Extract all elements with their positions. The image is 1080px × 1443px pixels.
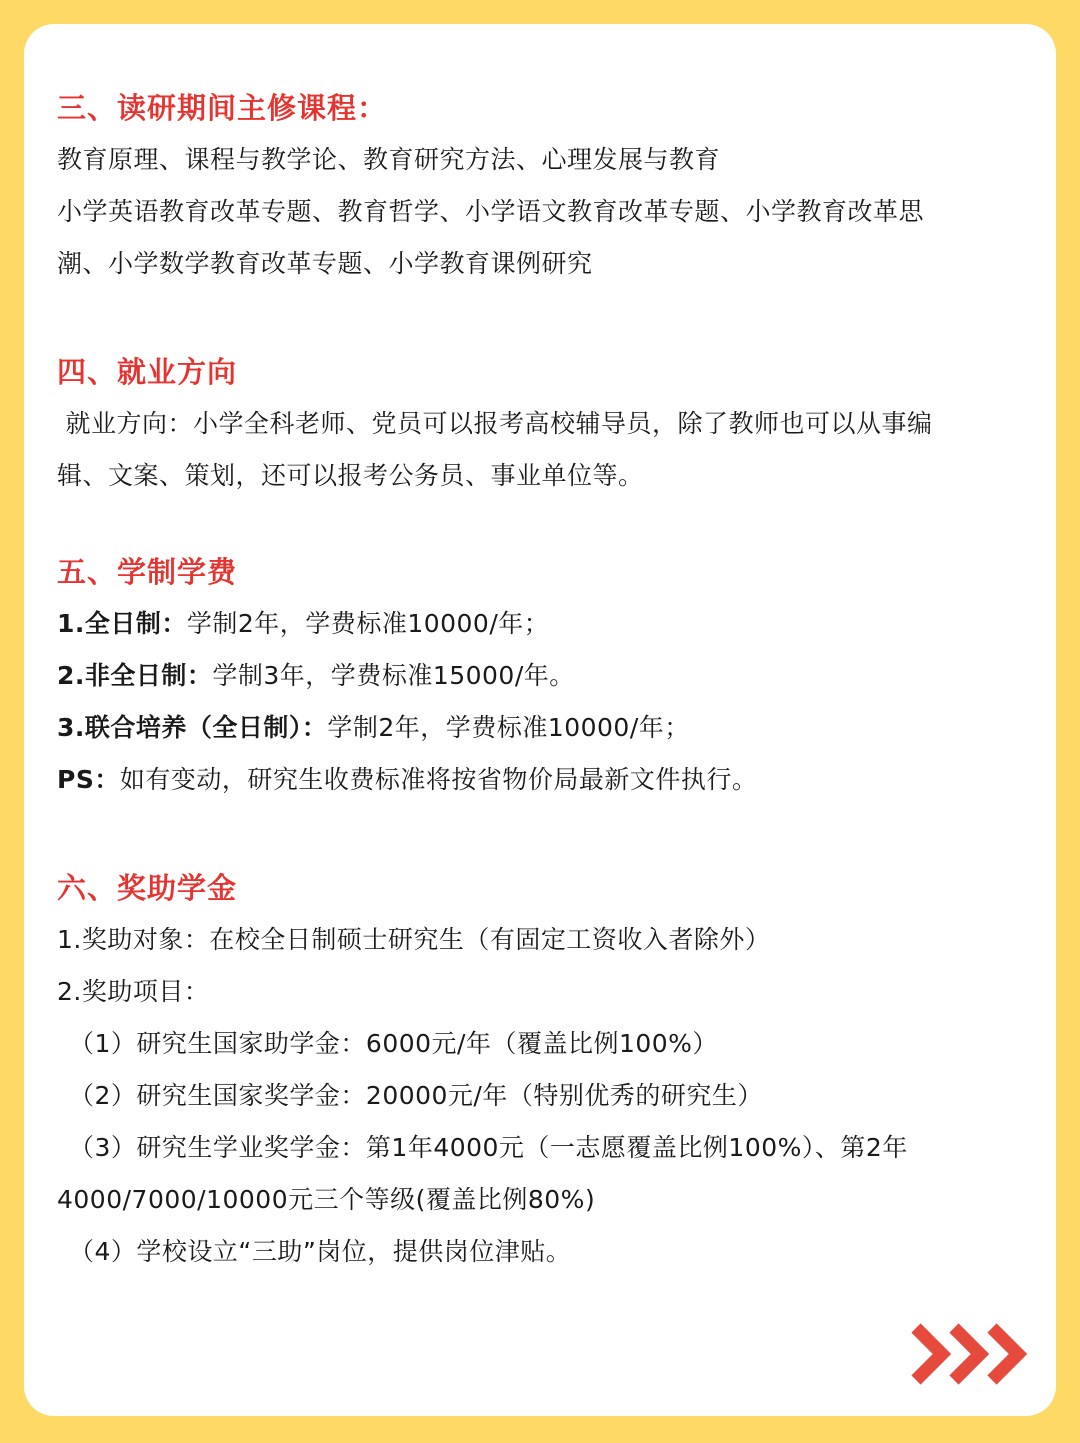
scholarship-line-7: （4）学校设立“三助”岗位，提供岗位津贴。 (69, 1237, 572, 1266)
tuition-item-full-time (57, 598, 1037, 650)
tuition-item-ps (57, 754, 1037, 806)
scholarship-line-3: （1）研究生国家助学金：6000元/年（覆盖比例100%） (69, 1029, 718, 1058)
tuition-text: 学制2年，学费标准10000/年； (186, 609, 550, 638)
courses-line-2: 小学英语教育改革专题、教育哲学、小学语文教育改革专题、小学教育改革思 (57, 197, 925, 226)
scholarship-line-2: 2.奖助项目： (57, 977, 210, 1006)
section-heading-tuition: 五、学制学费 (57, 555, 238, 589)
scholarship-line-4: （2）研究生国家奖学金：20000元/年（特别优秀的研究生） (69, 1081, 763, 1110)
section-heading-courses: 三、读研期间主修课程： (57, 91, 388, 125)
courses-line-1: 教育原理、课程与教学论、教育研究方法、心理发展与教育 (57, 145, 721, 174)
section-gap (57, 806, 1037, 862)
tuition-text: 学制3年，学费标准15000/年。 (212, 661, 575, 690)
tuition-item-part-time (57, 650, 1037, 702)
tuition-item-joint (57, 702, 1037, 754)
section-gap (57, 290, 1037, 346)
tuition-text: 如有变动，研究生收费标准将按省物价局最新文件执行。 (119, 765, 758, 794)
document-content (57, 82, 1037, 1278)
scholarship-line-6: 4000/7000/10000元三个等级(覆盖比例80%) (57, 1185, 596, 1214)
employment-line-1: 就业方向：小学全科老师、党员可以报考高校辅导员，除了教师也可以从事编 (57, 409, 933, 438)
tuition-label: 2.非全日制： (57, 661, 213, 690)
scholarship-line-1: 1.奖助对象：在校全日制硕士研究生（有固定工资收入者除外） (57, 925, 771, 954)
triple-chevron-right-icon (908, 1320, 1032, 1388)
scholarship-line-5: （3）研究生学业奖学金：第1年4000元（一志愿覆盖比例100%）、第2年 (69, 1133, 908, 1162)
tuition-label: 1.全日制： (57, 609, 187, 638)
tuition-text: 学制2年，学费标准10000/年； (327, 713, 690, 742)
courses-line-3: 潮、小学数学教育改革专题、小学教育课例研究 (57, 249, 593, 278)
tuition-label: PS： (57, 765, 120, 794)
section-heading-scholarship: 六、奖助学金 (57, 871, 238, 905)
section-heading-employment: 四、就业方向 (57, 355, 238, 389)
section-gap (57, 502, 1037, 546)
employment-line-2: 辑、文案、策划，还可以报考公务员、事业单位等。 (57, 461, 644, 490)
tuition-label: 3.联合培养（全日制）： (57, 713, 328, 742)
